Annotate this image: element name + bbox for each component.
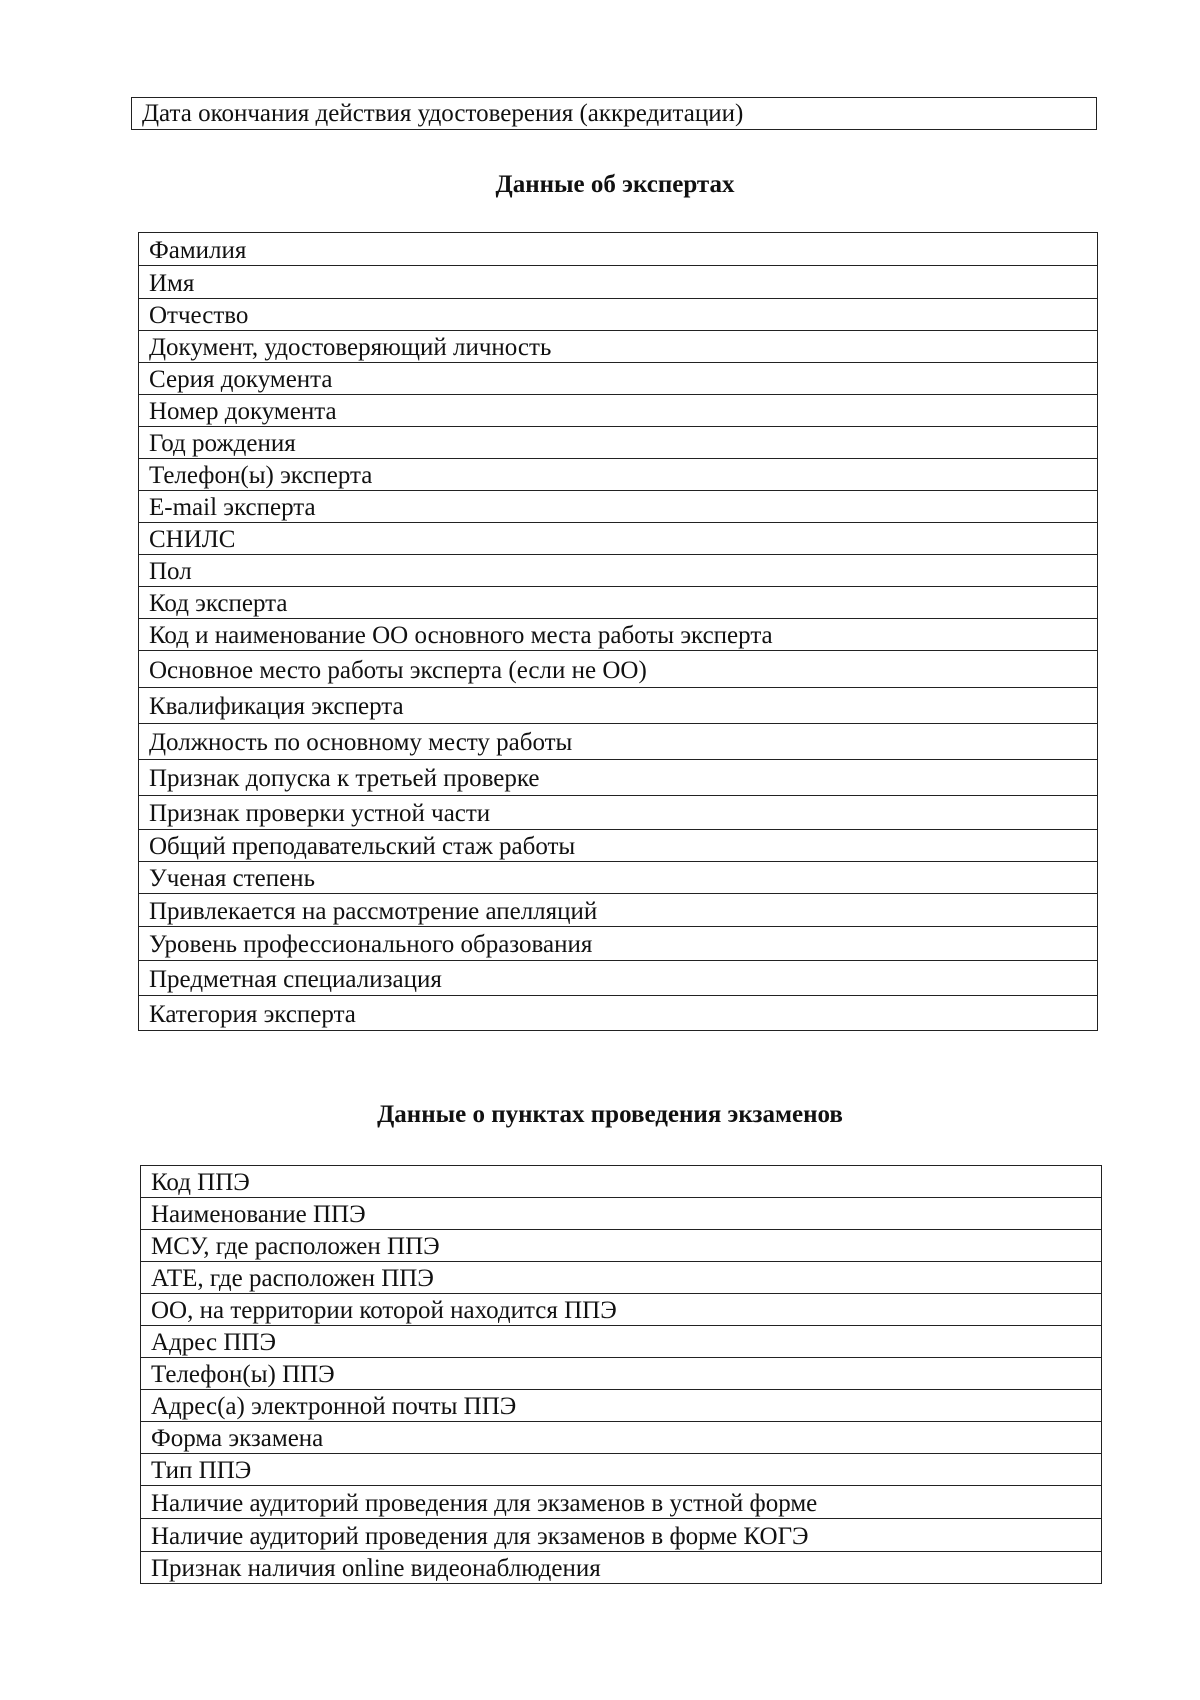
experts-table-body [139,233,1098,1031]
table-row [141,1294,1102,1326]
field-label: Форма экзамена [141,1422,1102,1454]
field-label: Предметная специализация [139,961,1098,996]
experts-section-title: Данные об экспертах [495,171,735,198]
field-label: Наличие аудиторий проведения для экзаменов в устной форме [141,1486,1102,1519]
accreditation-table [131,97,1097,130]
table-row [139,363,1098,395]
table-row [141,1358,1102,1390]
field-label: Год рождения [139,427,1098,459]
table-row [141,1486,1102,1519]
table-row [139,996,1098,1031]
table-row [139,619,1098,651]
field-label: Серия документа [139,363,1098,395]
table-row [139,555,1098,587]
table-row [141,1552,1102,1584]
field-label: Наименование ППЭ [141,1198,1102,1230]
table-row [139,233,1098,266]
field-label: ОО, на территории которой находится ППЭ [141,1294,1102,1326]
ppe-section-title: Данные о пунктах проведения экзаменов [377,1101,843,1128]
field-label: АТЕ, где расположен ППЭ [141,1262,1102,1294]
table-row [139,299,1098,331]
field-label: E-mail эксперта [139,491,1098,523]
field-label: Основное место работы эксперта (если не ОО) [139,651,1098,688]
field-label: Номер документа [139,395,1098,427]
accreditation-end-date-label: Дата окончания действия удостоверения (аккредитации) [132,98,1097,130]
field-label: Имя [139,266,1098,299]
field-label: Тип ППЭ [141,1454,1102,1486]
field-label: Фамилия [139,233,1098,266]
table-row [139,331,1098,363]
table-row [141,1326,1102,1358]
field-label: Пол [139,555,1098,587]
experts-table [138,232,1098,1031]
field-label: Код эксперта [139,587,1098,619]
table-row [141,1422,1102,1454]
table-row [139,961,1098,996]
field-label: Адрес ППЭ [141,1326,1102,1358]
table-row [132,98,1097,130]
field-label: Признак проверки устной части [139,796,1098,830]
table-row [139,927,1098,961]
field-label: Признак наличия online видеонаблюдения [141,1552,1102,1584]
field-label: Отчество [139,299,1098,331]
table-row [141,1390,1102,1422]
table-row [141,1198,1102,1230]
table-row [141,1230,1102,1262]
field-label: Телефон(ы) ППЭ [141,1358,1102,1390]
field-label: Уровень профессионального образования [139,927,1098,961]
table-row [139,523,1098,555]
field-label: Категория эксперта [139,996,1098,1031]
table-row [139,651,1098,688]
table-row [139,760,1098,796]
field-label: Код ППЭ [141,1166,1102,1198]
field-label: Наличие аудиторий проведения для экзаменов в форме КОГЭ [141,1519,1102,1552]
field-label: Квалификация эксперта [139,688,1098,724]
field-label: Телефон(ы) эксперта [139,459,1098,491]
ppe-table-body [141,1166,1102,1584]
table-row [139,796,1098,830]
table-row [139,395,1098,427]
table-row [141,1454,1102,1486]
field-label: Документ, удостоверяющий личность [139,331,1098,363]
table-row [139,491,1098,523]
field-label: Привлекается на рассмотрение апелляций [139,894,1098,927]
table-row [139,724,1098,760]
field-label: СНИЛС [139,523,1098,555]
table-row [139,459,1098,491]
table-row [139,894,1098,927]
table-row [141,1262,1102,1294]
field-label: Ученая степень [139,862,1098,894]
field-label: Должность по основному месту работы [139,724,1098,760]
field-label: МСУ, где расположен ППЭ [141,1230,1102,1262]
field-label: Код и наименование ОО основного места работы эксперта [139,619,1098,651]
field-label: Общий преподавательский стаж работы [139,830,1098,862]
ppe-table [140,1165,1102,1584]
table-row [141,1519,1102,1552]
table-row [139,427,1098,459]
table-row [139,266,1098,299]
table-row [139,830,1098,862]
table-row [139,587,1098,619]
table-row [139,688,1098,724]
table-row [139,862,1098,894]
field-label: Признак допуска к третьей проверке [139,760,1098,796]
table-row [141,1166,1102,1198]
field-label: Адрес(а) электронной почты ППЭ [141,1390,1102,1422]
